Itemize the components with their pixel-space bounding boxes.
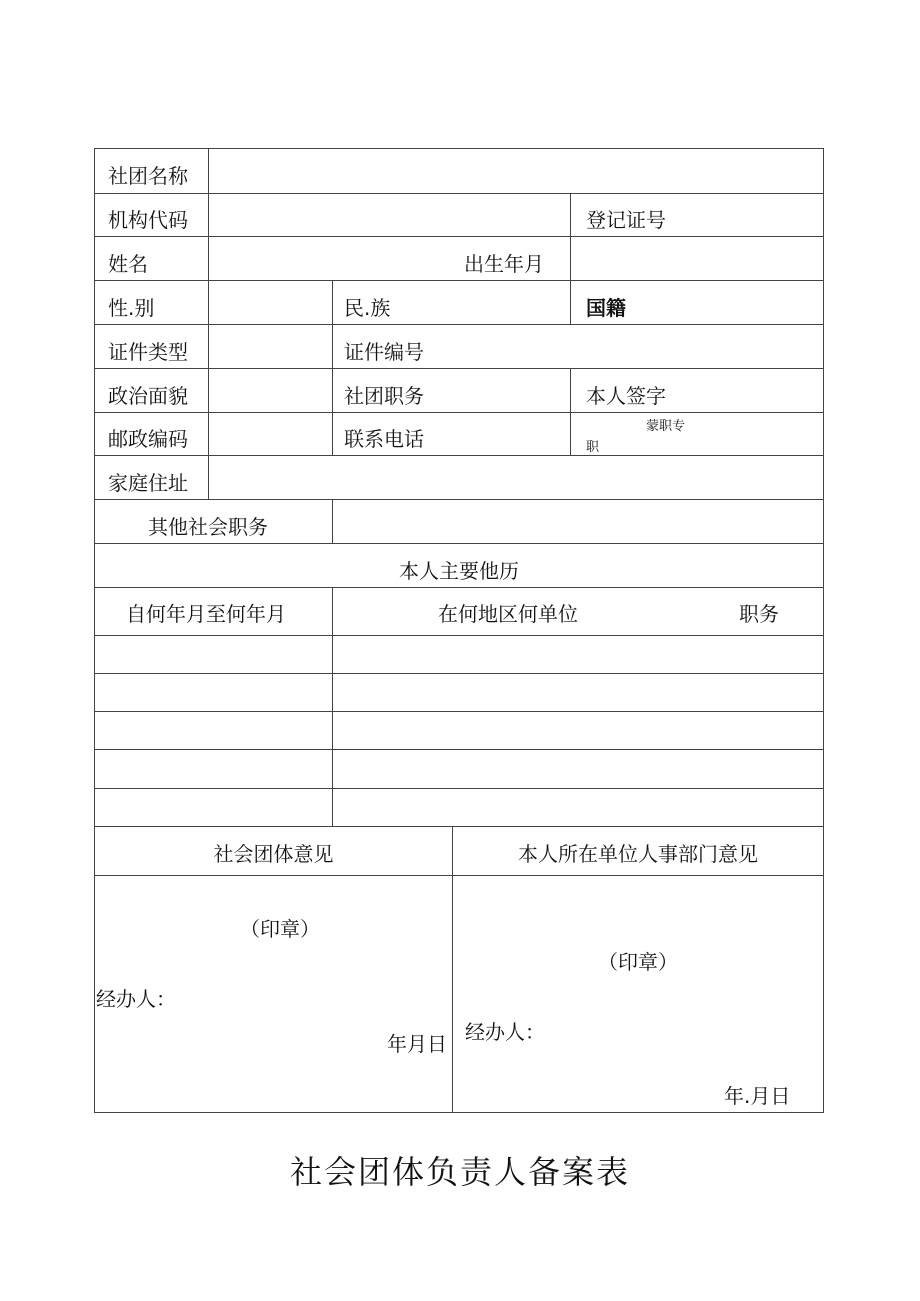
history-row-unit[interactable] (333, 674, 823, 711)
row-divider (94, 543, 824, 544)
birth-field[interactable] (571, 237, 823, 280)
label-other-posts: 其他社会职务 (148, 515, 268, 539)
history-row-unit[interactable] (333, 712, 823, 749)
col-divider (570, 368, 571, 455)
history-row-period[interactable] (95, 636, 332, 673)
table-border-right (823, 148, 824, 1113)
right-seal-text: （印章） (598, 950, 678, 974)
label-group-name: 社团名称 (108, 164, 188, 188)
left-date-label: 年月日 (387, 1032, 447, 1056)
postal-field[interactable] (209, 413, 332, 455)
group-opinion-heading: 社会团体意见 (213, 842, 334, 866)
row-divider (94, 280, 824, 281)
col-divider (452, 826, 453, 1112)
sex-field[interactable] (209, 281, 332, 324)
label-ethnicity: 民.族 (344, 296, 391, 320)
history-col-period: 自何年月至何年月 (126, 602, 286, 626)
col-divider (570, 280, 571, 324)
history-row-unit[interactable] (333, 750, 823, 788)
row-divider (94, 587, 824, 588)
political-field[interactable] (209, 369, 332, 412)
label-phone: 联系电话 (344, 427, 424, 451)
label-fulltime-a: 蒙职专 (646, 419, 686, 434)
label-birth: 出生年月 (464, 252, 544, 276)
label-address: 家庭住址 (108, 471, 188, 495)
label-org-code: 机构代码 (108, 208, 188, 232)
history-row-unit[interactable] (333, 636, 823, 673)
row-divider (94, 875, 824, 876)
history-row-period[interactable] (95, 712, 332, 749)
table-border-left (94, 148, 95, 1113)
history-col-post: 职务 (739, 602, 779, 626)
left-seal-text: （印章） (240, 917, 320, 941)
org-code-field[interactable] (209, 194, 570, 236)
row-divider (94, 324, 824, 325)
col-divider (332, 280, 333, 455)
name-field[interactable] (209, 237, 459, 280)
history-row-period[interactable] (95, 750, 332, 788)
row-divider (94, 826, 824, 827)
history-row-unit[interactable] (333, 789, 823, 826)
row-divider (94, 412, 824, 413)
label-reg-no: 登记证号 (586, 208, 666, 232)
history-row-period[interactable] (95, 674, 332, 711)
address-field[interactable] (209, 456, 823, 499)
history-col-unit: 在何地区何单位 (438, 602, 578, 626)
label-nationality: 国籍 (586, 296, 626, 320)
table-border-bottom (94, 1112, 824, 1113)
label-id-type: 证件类型 (108, 340, 188, 364)
unit-opinion-heading: 本人所在单位人事部门意见 (518, 842, 758, 866)
label-group-post: 社团职务 (344, 384, 424, 408)
page-title: 社会团体负责人备案表 (289, 1153, 630, 1191)
label-id-no: 证件编号 (344, 340, 424, 364)
right-handler-label: 经办人： (465, 1020, 545, 1044)
label-postal: 邮政编码 (108, 427, 188, 451)
other-posts-field[interactable] (333, 500, 823, 543)
label-political: 政治面貌 (108, 384, 188, 408)
history-row-period[interactable] (95, 789, 332, 826)
label-fulltime-b: 职 (586, 440, 600, 454)
label-sex: 性.别 (108, 296, 155, 320)
history-heading: 本人主要他历 (399, 559, 519, 583)
right-date-label: 年.月日 (724, 1084, 791, 1108)
group-name-field[interactable] (209, 149, 823, 193)
label-name: 姓名 (108, 252, 148, 276)
id-type-field[interactable] (209, 325, 332, 368)
row-divider (94, 368, 824, 369)
label-signature: 本人签字 (586, 384, 666, 408)
left-handler-label: 经办人： (96, 987, 176, 1011)
